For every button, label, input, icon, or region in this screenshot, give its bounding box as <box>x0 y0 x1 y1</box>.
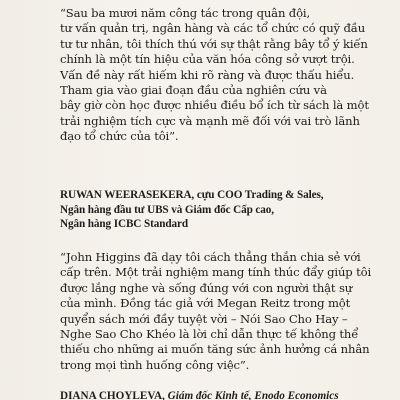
quote-line: trong mọi tình huống công việc”. <box>60 357 250 372</box>
quote-line: trải nghiệm tích cực và mạnh mẽ đối với vai trò lãnh <box>60 113 360 128</box>
quote-line: của mình. Đồng tác giả với Megan Reitz trong một <box>60 296 351 311</box>
quote-line: tư vấn quản trị, ngân hàng và các tổ chức có quỹ đầu <box>60 21 366 36</box>
endorsement-quote-2 <box>60 250 378 373</box>
endorsement-attribution-1 <box>60 188 380 232</box>
quote-line: Vấn đề này rất hiếm khi rõ ràng và được thấu hiểu. <box>60 67 355 82</box>
attribution-line: Ngân hàng đầu tư UBS và Giám đốc Cấp cao, <box>60 203 274 216</box>
attribution-line: Ngân hàng ICBC Standard <box>60 218 188 231</box>
quote-line: quyển sách mới đầy tuyệt vời – Nói Sao Cho Hay – <box>60 311 348 326</box>
attribution-role: Giám đốc Kinh tế, Enodo Economics <box>164 390 339 400</box>
quote-line: cấp trên. Một trải nghiệm mang tính thúc đẩy giúp tôi <box>60 265 372 280</box>
quote-line: chính là một tín hiệu của văn hóa công sở vượt trội. <box>60 52 355 67</box>
endorsement-attribution-2 <box>60 389 339 400</box>
quote-line: tư tư nhân, tôi thích thú với sự thật rằng bây tổ ý kiến <box>60 36 368 51</box>
quote-line: “John Higgins đã dạy tôi cách thẳng thắn chia sẻ với <box>60 250 361 264</box>
quote-line: thiếu cho những ai muốn tăng sức ảnh hưởng cá nhân <box>60 342 370 357</box>
attribution-line: RUWAN WEERASEKERA, cựu COO Trading & Sales, <box>60 189 324 201</box>
quote-line: Tham gia vào giai đoạn đầu của nghiên cứu và <box>60 83 327 98</box>
quote-line: đạo tổ chức của tôi”. <box>60 129 179 144</box>
quote-line: bây giờ còn học được nhiều điều bổ ích từ sách là một <box>60 98 369 113</box>
endorsement-quote-1 <box>60 6 378 145</box>
quote-line: được lắng nghe và sống đúng với con người thật sự <box>60 280 353 295</box>
quote-line: Nghe Sao Cho Khéo là lời chỉ dẫn thực tế không thể <box>60 327 359 342</box>
quote-line: “Sau ba mươi năm công tác trong quân đội, <box>60 6 310 20</box>
attribution-name: DIANA CHOYLEVA, <box>60 390 165 400</box>
